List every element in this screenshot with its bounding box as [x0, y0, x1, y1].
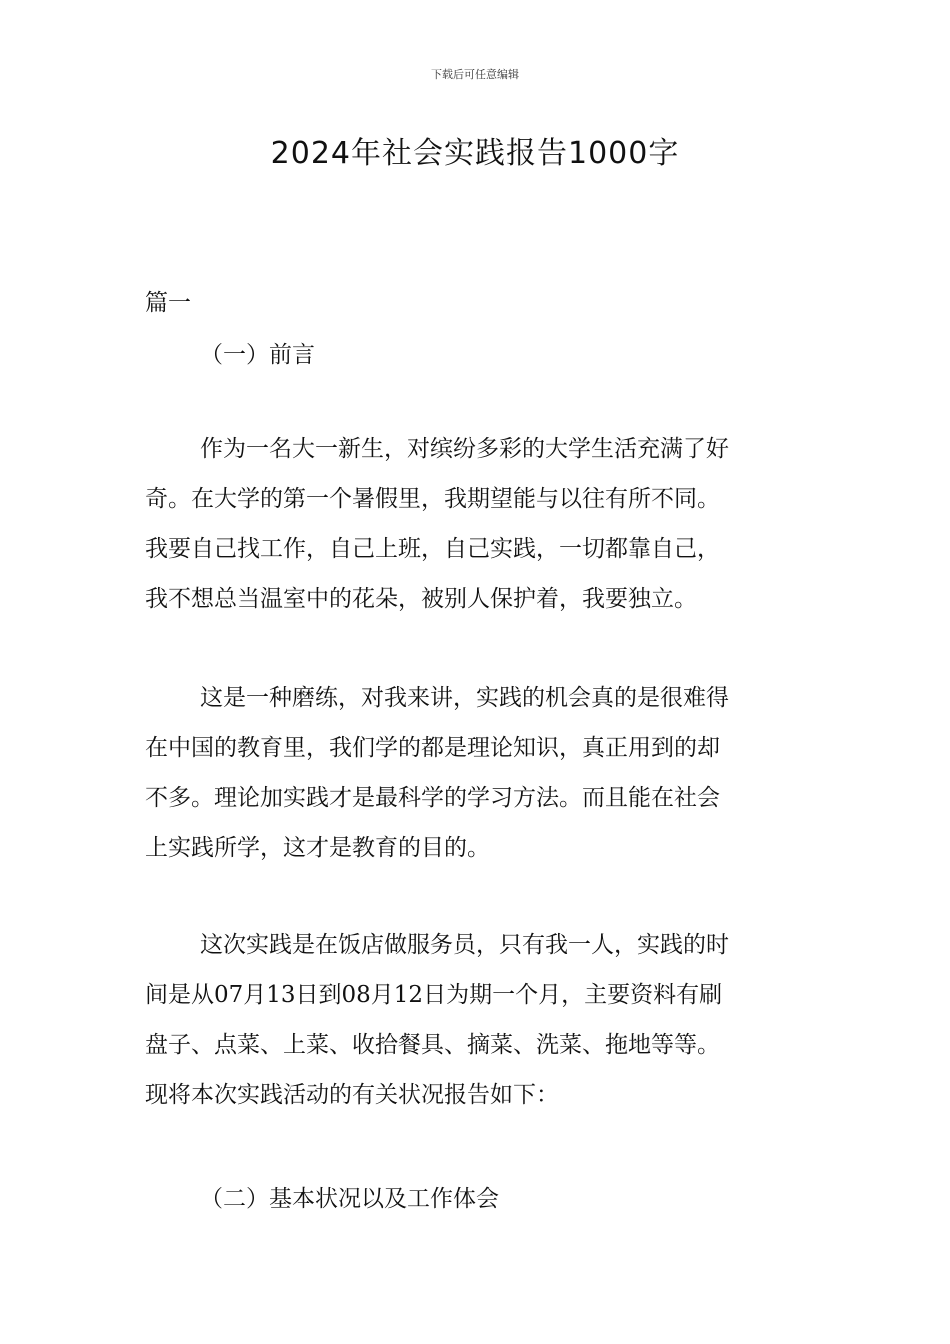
paragraph-line: 不多。理论加实践才是最科学的学习方法。而且能在社会 — [145, 785, 720, 811]
section-heading-basic-situation: （二）基本状况以及工作体会 — [200, 1186, 499, 1212]
paragraph-line: 这是一种磨练，对我来讲，实践的机会真的是很难得 — [200, 685, 729, 711]
paragraph-1 — [145, 424, 815, 624]
paragraph-line: 在中国的教育里，我们学的都是理论知识，真正用到的却 — [145, 735, 720, 761]
paragraph-3 — [145, 920, 815, 1120]
paragraph-line: 我不想总当温室中的花朵，被别人保护着，我要独立。 — [145, 586, 697, 612]
paragraph-line: 盘子、点菜、上菜、收拾餐具、摘菜、洗菜、拖地等等。 — [145, 1032, 720, 1058]
document-title: 2024年社会实践报告1000字 — [270, 136, 680, 171]
paragraph-2 — [145, 673, 815, 873]
paragraph-line: 这次实践是在饭店做服务员，只有我一人，实践的时 — [200, 932, 729, 958]
header-note: 下载后可任意编辑 — [431, 68, 519, 81]
paragraph-line: 我要自己找工作，自己上班，自己实践，一切都靠自己， — [145, 536, 720, 562]
paragraph-line: 奇。在大学的第一个暑假里，我期望能与以往有所不同。 — [145, 486, 720, 512]
section-label: 篇一 — [145, 290, 191, 316]
paragraph-line: 现将本次实践活动的有关状况报告如下： — [145, 1082, 559, 1108]
paragraph-line: 上实践所学，这才是教育的目的。 — [145, 835, 490, 861]
paragraph-line: 间是从07月13日到08月12日为期一个月，主要资料有刷 — [145, 982, 723, 1008]
section-heading-preface: （一）前言 — [200, 342, 315, 368]
paragraph-line: 作为一名大一新生，对缤纷多彩的大学生活充满了好 — [200, 436, 729, 462]
